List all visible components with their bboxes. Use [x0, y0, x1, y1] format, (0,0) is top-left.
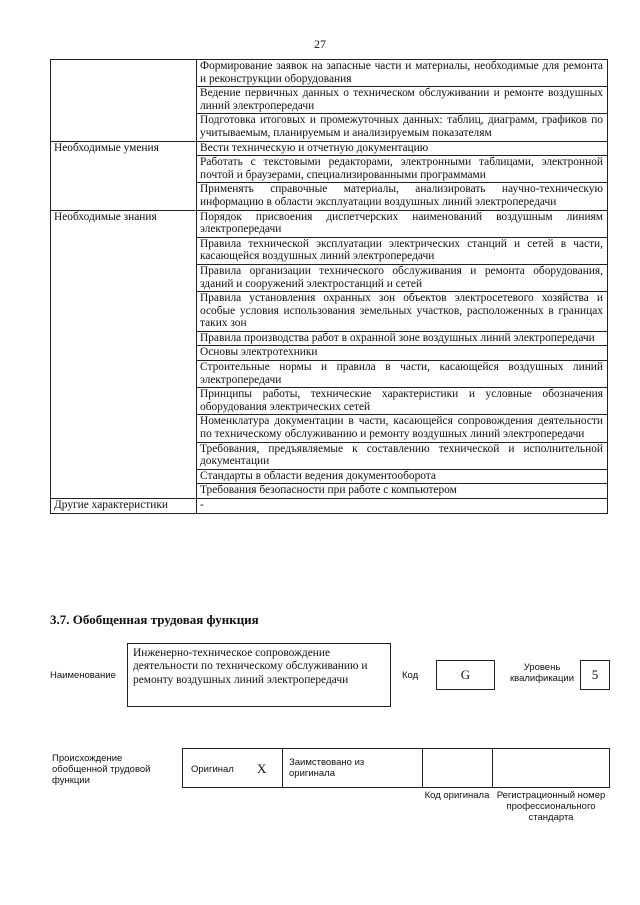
row-group-label: Необходимые знания [51, 210, 197, 498]
level-value: 5 [580, 660, 610, 690]
code-original-caption: Код оригинала [424, 790, 490, 801]
code-label: Код [402, 670, 419, 681]
row-group-label [51, 60, 197, 142]
table-row [51, 141, 608, 156]
table-cell-item: Требования безопасности при работе с компьютером [197, 484, 608, 499]
table-cell-item: Ведение первичных данных о техническом обслуживании и ремонте воздушных линий электропередачи [197, 87, 608, 114]
table-cell-item: Строительные нормы и правила в части, касающейся воздушных линий электропередачи [197, 361, 608, 388]
table-cell-item: Подготовка итоговых и промежуточных данных: таблиц, диаграмм, графиков по учитываемым, планируемым и анализируемым показателям [197, 114, 608, 141]
borrowed-label: Заимствовано из оригинала [289, 757, 365, 779]
reg-number-caption: Регистрационный номер профессионального стандарта [496, 790, 606, 823]
name-value: Инженерно-техническое сопровождение деятельности по техническому обслуживанию и ремонту воздушных линий электропередачи [133, 647, 368, 686]
table-row [51, 499, 608, 514]
reg-number-cell [493, 749, 609, 787]
table-cell-item: - [197, 499, 608, 514]
table-cell-item: Вести техническую и отчетную документацию [197, 141, 608, 156]
name-box [127, 643, 391, 707]
page-number: 27 [314, 37, 326, 51]
borrowed-cell [283, 749, 423, 787]
name-label: Наименование [50, 670, 116, 681]
table-cell-item: Стандарты в области ведения документооборота [197, 469, 608, 484]
code-original-cell [423, 749, 493, 787]
origin-box [182, 748, 610, 788]
table-cell-item: Номенклатура документации в части, касающейся сопровождения деятельности по техническому обслуживанию и ремонту воздушных линий электропередачи [197, 415, 608, 442]
table-row [51, 60, 608, 87]
original-mark: X [257, 761, 267, 776]
table-cell-item: Применять справочные материалы, анализировать научно-техническую информацию в области эксплуатации воздушных линий электропередачи [197, 183, 608, 210]
table-cell-item: Формирование заявок на запасные части и материалы, необходимые для ремонта и реконструкции оборудования [197, 60, 608, 87]
table-row [51, 210, 608, 237]
code-value: G [436, 660, 495, 690]
original-cell [183, 749, 283, 787]
table-cell-item: Правила организации технического обслуживания и ремонта оборудования, зданий и сооружений электростанций и сетей [197, 264, 608, 291]
original-label: Оригинал [191, 764, 234, 775]
table-cell-item: Требования, предъявляемые к составлению технической и исполнительной документации [197, 442, 608, 469]
table-cell-item: Правила технической эксплуатации электрических станций и сетей в части, касающейся воздушных линий электропередачи [197, 237, 608, 264]
origin-label: Происхождение обобщенной трудовой функции [52, 753, 151, 786]
row-group-label: Другие характеристики [51, 499, 197, 514]
table-cell-item: Правила производства работ в охранной зоне воздушных линий электропередачи [197, 331, 608, 346]
table-cell-item: Работать с текстовыми редакторами, электронными таблицами, электронной почтой и браузерами, специализированными программами [197, 156, 608, 183]
competency-table [50, 59, 608, 514]
table-cell-item: Правила установления охранных зон объектов электросетевого хозяйства и особые условия использования земельных участков, расположенных в границах таких зон [197, 292, 608, 332]
row-group-label: Необходимые умения [51, 141, 197, 210]
table-cell-item: Принципы работы, технические характеристики и условные обозначения оборудования электрических сетей [197, 388, 608, 415]
section-title: 3.7. Обобщенная трудовая функция [50, 612, 259, 627]
table-cell-item: Основы электротехники [197, 346, 608, 361]
level-label: Уровень квалификации [509, 662, 575, 684]
table-cell-item: Порядок присвоения диспетчерских наименований воздушным линиям электропередачи [197, 210, 608, 237]
